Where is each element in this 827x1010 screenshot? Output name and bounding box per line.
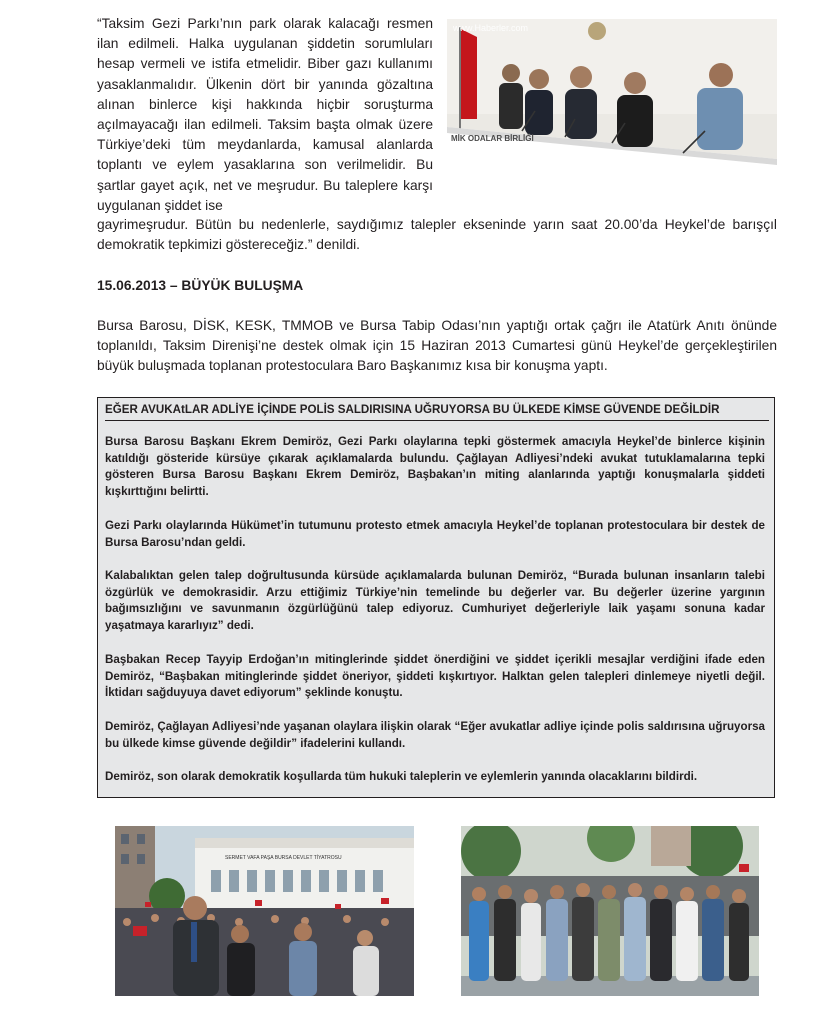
photo-credit: (C) CİHAN: [453, 165, 494, 175]
news-box-paragraph: Gezi Parkı olaylarında Hükümet’in tutumunu protesto etmek amacıyla Heykel’de toplanan protestoculara bir destek de Bursa Barosu’ndan geldi.: [105, 519, 765, 549]
crowd-square-photo: [115, 826, 414, 996]
news-box-paragraph: Kalabalıktan gelen talep doğrultusunda kürsüde açıklamalarda bulunan Demiröz, “Burada bulunan insanların talebi özgürlük ve demokrasidir. Arzu ettiğimiz Türkiye’nin temelinde bu değerler var. Bu değerler üzerine yargının bağımsızlığını ve savunmanın özgürlüğünü talep ediyoruz. Cumhuriyet değerleriyle laik yaşamı sonuna kadar yaşatmaya kararlıyız” dedi.: [105, 569, 765, 633]
news-box-paragraph: Başbakan Recep Tayyip Erdoğan’ın mitinglerinde şiddet önerdiğini ve şiddet içerikli mesajlar verdiğini ifade eden Demiröz, “Başbakan mitinglerinde şiddet öneriyor, şiddeti kışkırtıyor. Halktan gelen talepleri dinlemeye niyetli değil. İktidarı sağduyuya davet ediyorum” şeklinde konuştu.: [105, 653, 765, 700]
photo-watermark: www.Haberler.com: [453, 23, 529, 33]
group-photo: [461, 826, 759, 996]
news-box: [97, 397, 775, 798]
meeting-banner-text: MİK ODALAR BİRLİĞİ: [451, 134, 534, 143]
section-paragraph: Bursa Barosu, DİSK, KESK, TMMOB ve Bursa Tabip Odası’nın yaptığı ortak çağrı ile Atatürk Anıtı önünde toplanıldı, Taksim Direnişi’ne destek olmak için 15 Haziran 2013 Cumartesi günü Heykel’de gerçekleştirilen büyük buluşmada toplanan protestoculara Baro Başkanımız kısa bir konuşma yaptı.: [97, 318, 777, 374]
section-heading: 15.06.2013 – BÜYÜK BULUŞMA: [97, 278, 304, 293]
intro-quote-continuation: gayrimeşrudur. Bütün bu nedenlerle, saydığımız talepler ekseninde yarın saat 20.00’da Heykel’de barışçıl demokratik tepkimizi göstereceğiz.” denildi.: [97, 217, 777, 253]
press-meeting-photo: [447, 19, 777, 179]
building-sign: SERMET VAFA PAŞA BURSA DEVLET TİYATROSU: [225, 855, 342, 861]
news-box-paragraph: Bursa Barosu Başkanı Ekrem Demiröz, Gezi Parkı olaylarına tepki göstermek amacıyla Heykel’de binlerce kişinin katıldığı gösteride kürsüye çıkarak açıklamalarda bulundu. Çağlayan Adliyesi’ndeki avukat tutuklamalarına tepki gösteren Bursa Barosu Başkanı Ekrem Demiröz, Başbakan’ın miting alanlarında yaptığı konuşmalarla şiddeti kışkırttığını belirtti.: [105, 435, 765, 499]
news-box-paragraph: Demiröz, son olarak demokratik koşullarda tüm hukuki taleplerin ve eylemlerin yanında olacaklarını bildirdi.: [105, 770, 698, 783]
intro-quote-column: “Taksim Gezi Parkı’nın park olarak kalacağı resmen ilan edilmeli. Halka uygulanan şiddetin sorumluları hesap vermeli ve istifa etmelidir. Biber gazı kullanımı yasaklanmalıdır. Ülkenin dört bir yanında gözaltına alınan binlerce kişi hakkında hiçbir soruşturma açılmayacağı ilan edilmeli. Taksim başta olmak üzere Türkiye’deki tüm meydanlarda, kamusal alanlarda toplantı ve eylem yasaklarına son verilmelidir. Bu şartlar gayet açık, net ve meşrudur. Bu taleplere karşı uygulanan şiddet ise: [97, 16, 433, 213]
news-box-paragraph: Demiröz, Çağlayan Adliyesi’nde yaşanan olaylara ilişkin olarak “Eğer avukatlar adliye içinde polis saldırısına uğruyorsa bu ülkede kimse güvende değildir” ifadelerini kullandı.: [105, 720, 765, 750]
news-box-title: EĞER AVUKAtLAR ADLİYE İÇİNDE POLİS SALDIRISINA UĞRUYORSA BU ÜLKEDE KİMSE GÜVENDE DEĞİLDİR: [105, 402, 769, 421]
